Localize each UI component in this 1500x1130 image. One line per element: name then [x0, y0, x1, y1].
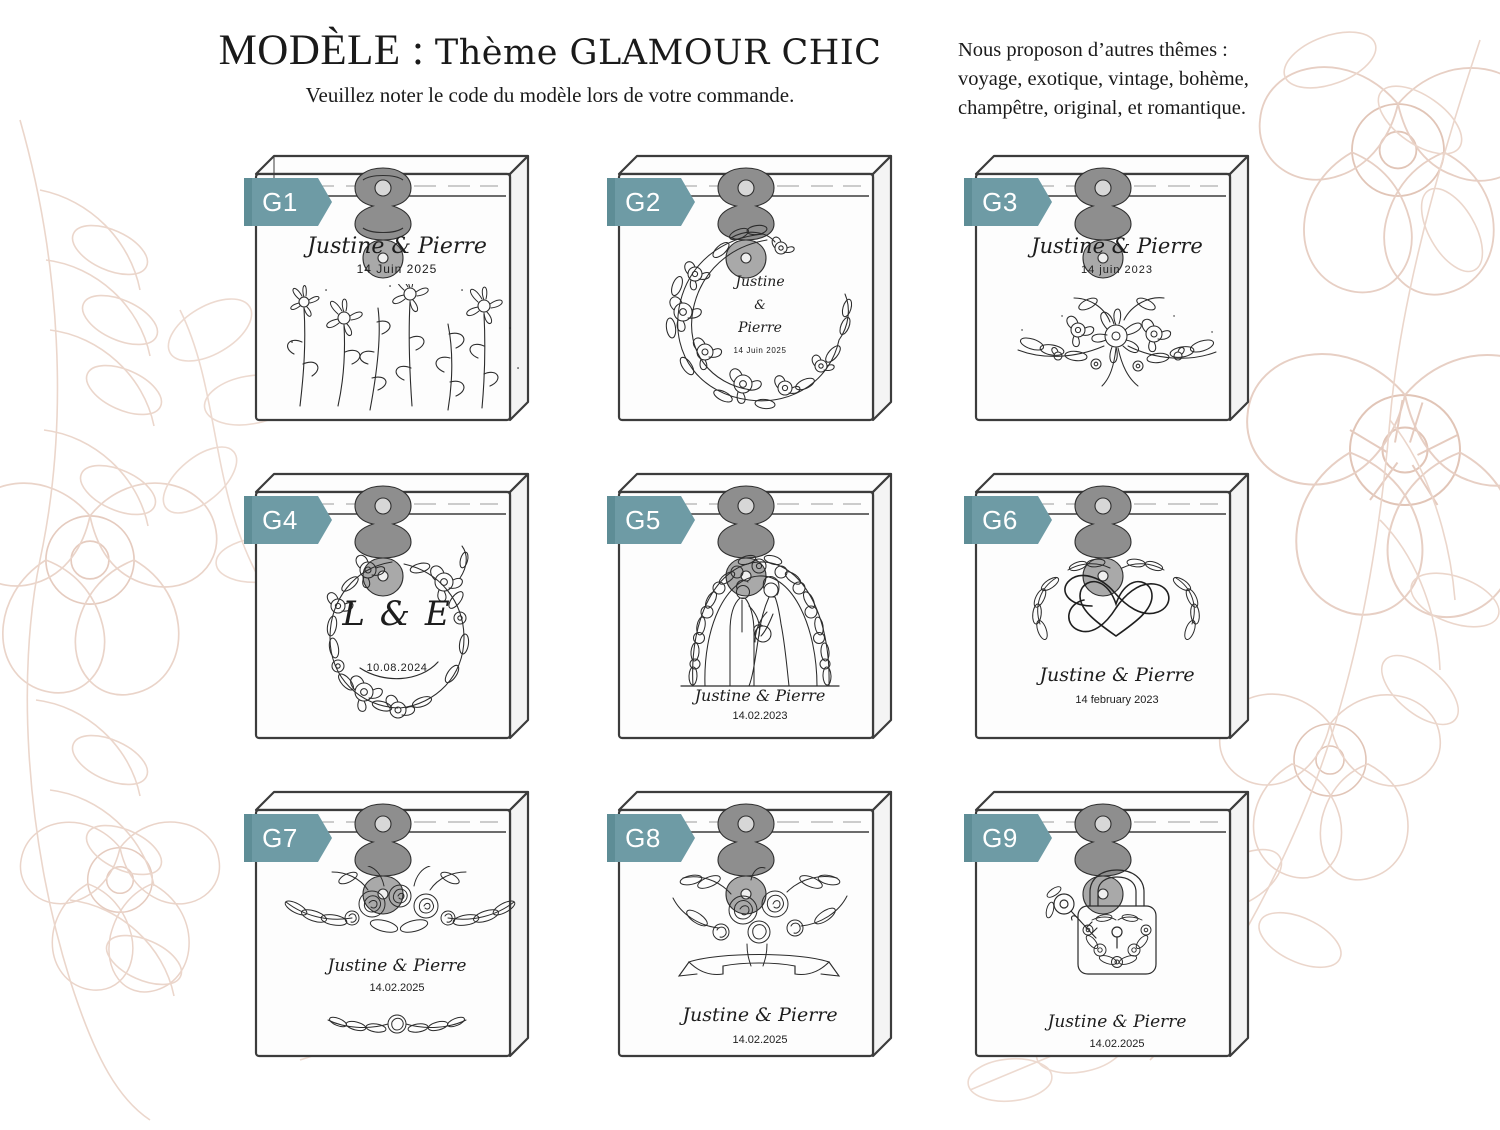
models-row	[0, 766, 1500, 1084]
model-code-ribbon	[964, 814, 1052, 862]
engraving-g6-infinity-heart	[992, 534, 1242, 734]
models-row	[0, 448, 1500, 766]
wedding-date: 14 juin 2023	[1081, 264, 1153, 276]
wedding-date: 14.02.2025	[1089, 1038, 1145, 1050]
model-code-ribbon	[964, 496, 1052, 544]
couple-names: Justine & Pierre	[682, 1004, 838, 1026]
model-code-label: G9	[982, 823, 1018, 853]
model-code-ribbon	[964, 178, 1052, 226]
model-code-ribbon	[244, 814, 332, 862]
title-prefix: MODÈLE :	[218, 27, 425, 74]
monogram-initials: L & E	[342, 594, 452, 634]
model-card-g5[interactable]	[605, 448, 915, 748]
title-block	[150, 26, 950, 108]
model-code-label: G5	[625, 505, 661, 535]
couple-names: Justine & Pierre	[307, 234, 487, 259]
wedding-date: 14.02.2025	[369, 982, 425, 994]
couple-names: Justine & Pierre	[1031, 234, 1203, 258]
engraving-g9-floral-padlock	[992, 852, 1242, 1052]
engraving-g8-rose-bouquet-ribbon	[635, 852, 885, 1052]
model-card-g4[interactable]	[242, 448, 552, 748]
couple-name-1: Justine	[735, 274, 785, 290]
page-title	[150, 26, 950, 75]
model-card-g6[interactable]	[962, 448, 1272, 748]
engraving-g2-floral-wreath	[635, 216, 885, 416]
couple-names: Justine & Pierre	[1039, 664, 1195, 686]
couple-names: Justine & Pierre	[694, 686, 826, 705]
model-code-label: G1	[262, 187, 298, 217]
model-card-g2[interactable]	[605, 130, 915, 430]
model-card-g9[interactable]	[962, 766, 1272, 1066]
wedding-date: 14 february 2023	[1075, 694, 1159, 706]
other-themes-note	[958, 36, 1338, 123]
models-grid	[0, 130, 1500, 1084]
model-card-g1[interactable]	[242, 130, 552, 430]
engraving-g3-floral-bouquet	[992, 216, 1242, 416]
other-themes-line-2: voyage, exotique, vintage, bohème,	[958, 68, 1249, 91]
model-code-label: G6	[982, 505, 1018, 535]
page-header	[0, 0, 1500, 140]
engraving-g4-monogram-frame	[272, 534, 522, 734]
engraving-g7-rose-garland	[272, 852, 522, 1052]
models-row	[0, 130, 1500, 448]
page-subtitle: Veuillez noter le code du modèle lors de votre commande.	[305, 83, 795, 107]
wedding-date: 10.08.2024	[366, 662, 428, 674]
wedding-date: 14 Juin 2025	[733, 346, 787, 355]
couple-names: Justine & Pierre	[1047, 1012, 1187, 1032]
model-code-ribbon	[244, 178, 332, 226]
model-code-label: G8	[625, 823, 661, 853]
couple-name-2: Pierre	[738, 320, 782, 336]
wedding-date: 14.02.2025	[732, 1034, 788, 1046]
model-code-ribbon	[607, 814, 695, 862]
ampersand: &	[754, 298, 766, 313]
model-code-label: G4	[262, 505, 298, 535]
model-card-g8[interactable]	[605, 766, 915, 1066]
model-code-ribbon	[607, 496, 695, 544]
model-card-g7[interactable]	[242, 766, 552, 1066]
couple-names: Justine & Pierre	[327, 956, 467, 976]
wedding-date: 14 Juin 2025	[356, 262, 438, 276]
model-code-label: G2	[625, 187, 661, 217]
title-theme: Thème GLAMOUR CHIC	[434, 33, 882, 73]
engraving-g5-couple-arch	[635, 534, 885, 734]
engraving-g1-wildflowers	[272, 216, 522, 416]
model-code-ribbon	[244, 496, 332, 544]
model-code-label: G7	[262, 823, 298, 853]
model-card-g3[interactable]	[962, 130, 1272, 430]
model-code-ribbon	[607, 178, 695, 226]
other-themes-line-1: Nous proposon d’autres thêmes :	[958, 39, 1228, 61]
model-code-label: G3	[982, 187, 1018, 217]
wedding-date: 14.02.2023	[732, 710, 788, 722]
other-themes-line-3: champêtre, original, et romantique.	[958, 97, 1247, 120]
